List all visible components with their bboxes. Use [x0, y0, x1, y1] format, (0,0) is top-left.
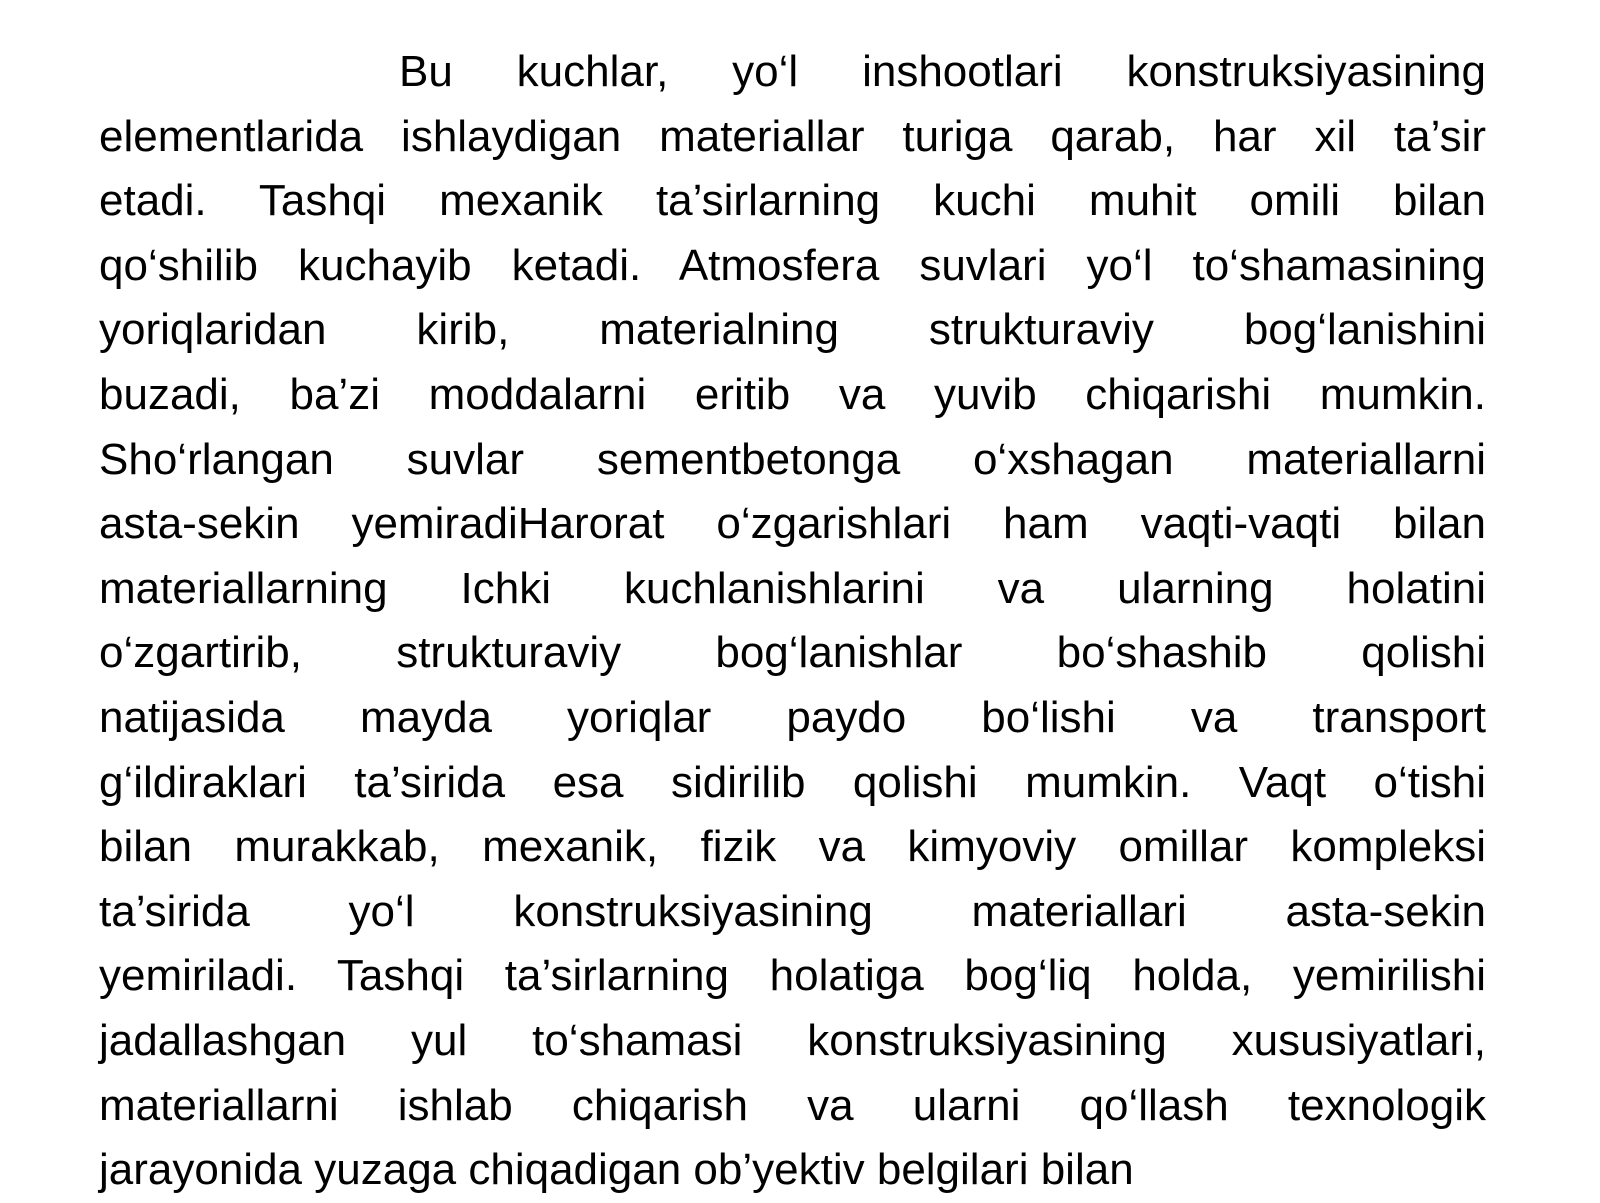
paragraph-line: Sho‘rlangan suvlar sementbetonga o‘xshagan materiallarni	[99, 434, 1486, 484]
paragraph-line: jadallashgan yul to‘shamasi konstruksiyasining xususiyatlari,	[99, 1015, 1486, 1065]
paragraph-line: materiallarni ishlab chiqarish va ularni qo‘llash texnologik	[99, 1080, 1486, 1130]
paragraph-line: buzadi, ba’zi moddalarni eritib va yuvib chiqarishi mumkin.	[99, 369, 1486, 419]
paragraph-line: jarayonida yuzaga chiqadigan ob’yektiv belgilari bilan	[99, 1145, 1134, 1195]
paragraph-line: natijasida mayda yoriqlar paydo bo‘lishi va transport	[99, 692, 1486, 742]
paragraph-line: qo‘shilib kuchayib ketadi. Atmosfera suvlari yo‘l to‘shamasining	[99, 240, 1486, 290]
paragraph-line: yoriqlaridan kirib, materialning strukturaviy bog‘lanishini	[99, 305, 1486, 355]
paragraph-line: bilan murakkab, mexanik, fizik va kimyoviy omillar kompleksi	[99, 822, 1486, 872]
paragraph-line: elementlarida ishlaydigan materiallar turiga qarab, har xil ta’sir	[99, 111, 1486, 161]
paragraph-line: Bu kuchlar, yo‘l inshootlari konstruksiyasining	[399, 47, 1486, 96]
paragraph	[99, 40, 1486, 1203]
paragraph-line: asta-sekin yemiradiHarorat o‘zgarishlari ham vaqti-vaqti bilan	[99, 499, 1486, 549]
paragraph-line: etadi. Tashqi mexanik ta’sirlarning kuchi muhit omili bilan	[99, 176, 1486, 226]
paragraph-line: g‘ildiraklari ta’sirida esa sidirilib qolishi mumkin. Vaqt o‘tishi	[99, 757, 1486, 807]
paragraph-line: yemiriladi. Tashqi ta’sirlarning holatiga bog‘liq holda, yemirilishi	[99, 951, 1486, 1001]
paragraph-line: materiallarning Ichki kuchlanishlarini va ularning holatini	[99, 563, 1486, 613]
paragraph-line: o‘zgartirib, strukturaviy bog‘lanishlar bo‘shashib qolishi	[99, 628, 1486, 678]
paragraph-line: ta’sirida yo‘l konstruksiyasining materiallari asta-sekin	[99, 886, 1486, 936]
